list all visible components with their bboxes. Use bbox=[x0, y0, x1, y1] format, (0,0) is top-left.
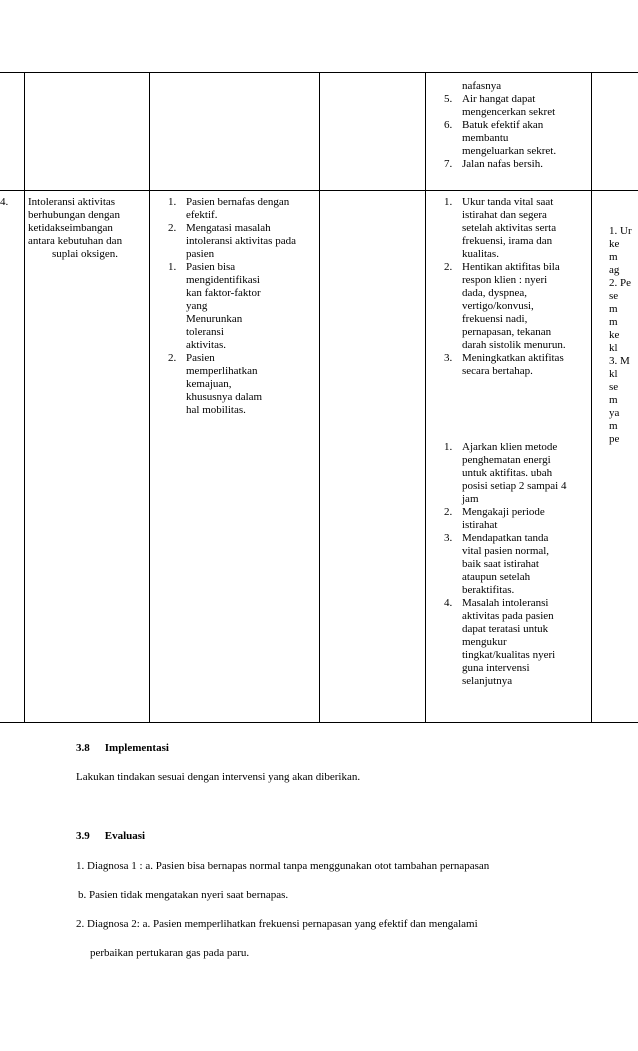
evaluasi-line-2: b. Pasien tidak mengatakan nyeri saat bernapas. bbox=[78, 889, 289, 901]
list-item-text: membantu bbox=[462, 132, 509, 144]
list-item-text: toleransi bbox=[186, 326, 224, 338]
list-item-text: beraktifitas. bbox=[462, 584, 515, 596]
sub-goal-item bbox=[168, 261, 314, 352]
list-item-text: Batuk efektif akan bbox=[462, 119, 544, 131]
intervention-item bbox=[444, 261, 594, 352]
intervention-item bbox=[444, 196, 594, 261]
rationale-line: m bbox=[609, 394, 618, 406]
diagnosis-line: ketidakseimbangan bbox=[28, 222, 113, 234]
list-item-text: istirahat bbox=[462, 519, 498, 531]
list-number: 6. bbox=[444, 119, 453, 131]
list-number: 4. bbox=[444, 597, 453, 609]
list-item-text: hal mobilitas. bbox=[186, 404, 246, 416]
list-item-text: Ajarkan klien metode bbox=[462, 441, 558, 453]
list-number: 5. bbox=[444, 93, 453, 105]
list-item-text: mengeluarkan sekret. bbox=[462, 145, 557, 157]
list-item-text: dapat teratasi untuk bbox=[462, 623, 549, 635]
sub-goal-list bbox=[168, 261, 314, 417]
list-item-text: guna intervensi bbox=[462, 662, 530, 674]
section-number: 3.8 bbox=[76, 742, 90, 754]
intervention-item bbox=[444, 352, 594, 378]
list-item-text: posisi setiap 2 sampai 4 bbox=[462, 480, 567, 492]
rationale-line: se bbox=[609, 381, 619, 393]
list-item-text: memperlihatkan bbox=[186, 365, 258, 377]
list-item-text: Mendapatkan tanda bbox=[462, 532, 549, 544]
evaluasi-line-1: 1. Diagnosa 1 : a. Pasien bisa bernapas normal tanpa menggunakan otot tambahan pernapasan bbox=[76, 860, 490, 872]
list-number: 2. bbox=[444, 506, 453, 518]
list-item-text: mengukur bbox=[462, 636, 507, 648]
diagnosis-last-line: suplai oksigen. bbox=[52, 248, 118, 260]
list-item-text: aktivitas. bbox=[186, 339, 227, 351]
list-item-text: mengencerkan sekret bbox=[462, 106, 556, 118]
list-number: 3. bbox=[444, 532, 453, 544]
list-number: 2. bbox=[444, 261, 453, 273]
list-item-text: untuk aktifitas. ubah bbox=[462, 467, 553, 479]
list-item-text: frekuensi nadi, bbox=[462, 313, 528, 325]
list-item-text: ataupun setelah bbox=[462, 571, 531, 583]
implementasi-body: Lakukan tindakan sesuai dengan intervensi yang akan diberikan. bbox=[76, 771, 361, 783]
intervention-item bbox=[444, 93, 594, 119]
list-item-text: penghematan energi bbox=[462, 454, 551, 466]
rationale-text bbox=[609, 225, 638, 446]
list-item-text: efektif. bbox=[186, 209, 218, 221]
list-item-text: Jalan nafas bersih. bbox=[462, 158, 543, 170]
list-item-text: khususnya dalam bbox=[186, 391, 263, 403]
intervention-item bbox=[444, 532, 594, 597]
goal-item bbox=[168, 222, 314, 261]
intervention-list-a bbox=[444, 196, 594, 378]
list-number: 1. bbox=[444, 196, 453, 208]
list-number: 7. bbox=[444, 158, 453, 170]
interventions-a-cell bbox=[444, 196, 594, 378]
intervention-item bbox=[444, 441, 594, 506]
section-heading-evaluasi bbox=[76, 830, 145, 843]
rationale-line: ag bbox=[609, 264, 620, 276]
sub-goal-item bbox=[168, 352, 314, 417]
rationale-line: m bbox=[609, 251, 618, 263]
intervention-list-b bbox=[444, 441, 594, 688]
evaluasi-line-3: 2. Diagnosa 2: a. Pasien memperlihatkan frekuensi pernapasan yang efektif dan mengalami bbox=[76, 918, 478, 930]
list-item-text: Masalah intoleransi bbox=[462, 597, 549, 609]
rationale-cell-clipped bbox=[609, 225, 638, 446]
evaluasi-line-4: perbaikan pertukaran gas pada paru. bbox=[90, 947, 250, 959]
list-item-text: istirahat dan segera bbox=[462, 209, 547, 221]
intervention-item bbox=[444, 80, 594, 93]
top-row-interventions bbox=[444, 80, 594, 171]
col-divider-2 bbox=[149, 72, 150, 723]
list-item-text: dada, dyspnea, bbox=[462, 287, 528, 299]
intervention-item bbox=[444, 506, 594, 532]
list-item-text: mengidentifikasi bbox=[186, 274, 260, 286]
list-item-text: vital pasien normal, bbox=[462, 545, 550, 557]
intervention-item bbox=[444, 597, 594, 688]
rationale-line: 3. M bbox=[609, 355, 630, 367]
list-item-text: vertigo/konvusi, bbox=[462, 300, 534, 312]
list-number: 1. bbox=[444, 441, 453, 453]
list-item-text: Meningkatkan aktifitas bbox=[462, 352, 564, 364]
list-item-text: Mengatasi masalah bbox=[186, 222, 271, 234]
col-divider-3 bbox=[319, 72, 320, 723]
rationale-line: 2. Pe bbox=[609, 277, 631, 289]
list-number: 1. bbox=[168, 196, 177, 208]
list-item-text: nafasnya bbox=[462, 80, 502, 92]
list-item-text: darah sistolik menurun. bbox=[462, 339, 566, 351]
section-heading-implementasi bbox=[76, 742, 169, 755]
rationale-line: m bbox=[609, 420, 618, 432]
col-divider-1 bbox=[24, 72, 25, 723]
list-item-text: yang bbox=[186, 300, 208, 312]
section-title: Implementasi bbox=[104, 742, 169, 754]
intervention-list bbox=[444, 80, 594, 171]
intervention-item bbox=[444, 158, 594, 171]
intervention-item bbox=[444, 119, 594, 158]
list-item-text: Menurunkan bbox=[186, 313, 243, 325]
list-item-text: kan faktor-faktor bbox=[186, 287, 261, 299]
rationale-line: kl bbox=[609, 342, 618, 354]
list-item-text: Hentikan aktifitas bila bbox=[462, 261, 560, 273]
goal-item bbox=[168, 196, 314, 222]
list-number: 2. bbox=[168, 352, 177, 364]
rationale-line: m bbox=[609, 303, 618, 315]
rationale-line: pe bbox=[609, 433, 620, 445]
list-item-text: Pasien bernafas dengan bbox=[186, 196, 290, 208]
list-item-text: pernapasan, tekanan bbox=[462, 326, 552, 338]
row-number: 4. bbox=[0, 196, 9, 208]
list-item-text: secara bertahap. bbox=[462, 365, 533, 377]
col-divider-4 bbox=[425, 72, 426, 723]
section-title: Evaluasi bbox=[104, 830, 146, 842]
rationale-line: ya bbox=[609, 407, 620, 419]
list-item-text: selanjutnya bbox=[462, 675, 513, 687]
list-item-text: Mengakaji periode bbox=[462, 506, 545, 518]
goals-cell bbox=[168, 196, 314, 417]
list-item-text: frekuensi, irama dan bbox=[462, 235, 553, 247]
rationale-line: ke bbox=[609, 329, 620, 341]
list-item-text: kualitas. bbox=[462, 248, 499, 260]
list-item-text: aktivitas pada pasien bbox=[462, 610, 554, 622]
rationale-line: kl bbox=[609, 368, 618, 380]
list-item-text: Air hangat dapat bbox=[462, 93, 536, 105]
list-number: 3. bbox=[444, 352, 453, 364]
list-item-text: baik saat istirahat bbox=[462, 558, 539, 570]
list-item-text: pasien bbox=[186, 248, 215, 260]
list-item-text: intoleransi aktivitas pada bbox=[186, 235, 296, 247]
list-item-text: jam bbox=[462, 493, 479, 505]
list-number: 1. bbox=[168, 261, 177, 273]
rationale-line: m bbox=[609, 316, 618, 328]
diagnosis-line: berhubungan dengan bbox=[28, 209, 120, 221]
list-item-text: Pasien bbox=[186, 352, 215, 364]
section-number: 3.9 bbox=[76, 830, 90, 842]
list-item-text: Pasien bisa bbox=[186, 261, 236, 273]
list-number: 2. bbox=[168, 222, 177, 234]
diagnosis-line: antara kebutuhan dan bbox=[28, 235, 123, 247]
goal-list bbox=[168, 196, 314, 261]
list-item-text: tingkat/kualitas nyeri bbox=[462, 649, 556, 661]
list-item-text: setelah aktivitas serta bbox=[462, 222, 557, 234]
diagnosis-line: Intoleransi aktivitas bbox=[28, 196, 116, 208]
rationale-line: 1. Ur bbox=[609, 225, 632, 237]
rationale-line: ke bbox=[609, 238, 620, 250]
list-item-text: kemajuan, bbox=[186, 378, 232, 390]
diagnosis-text bbox=[28, 196, 144, 248]
diagnosis-cell bbox=[28, 196, 144, 261]
list-item-text: Ukur tanda vital saat bbox=[462, 196, 554, 208]
rationale-line: se bbox=[609, 290, 619, 302]
interventions-b-cell bbox=[444, 441, 594, 688]
list-item-text: respon klien : nyeri bbox=[462, 274, 548, 286]
